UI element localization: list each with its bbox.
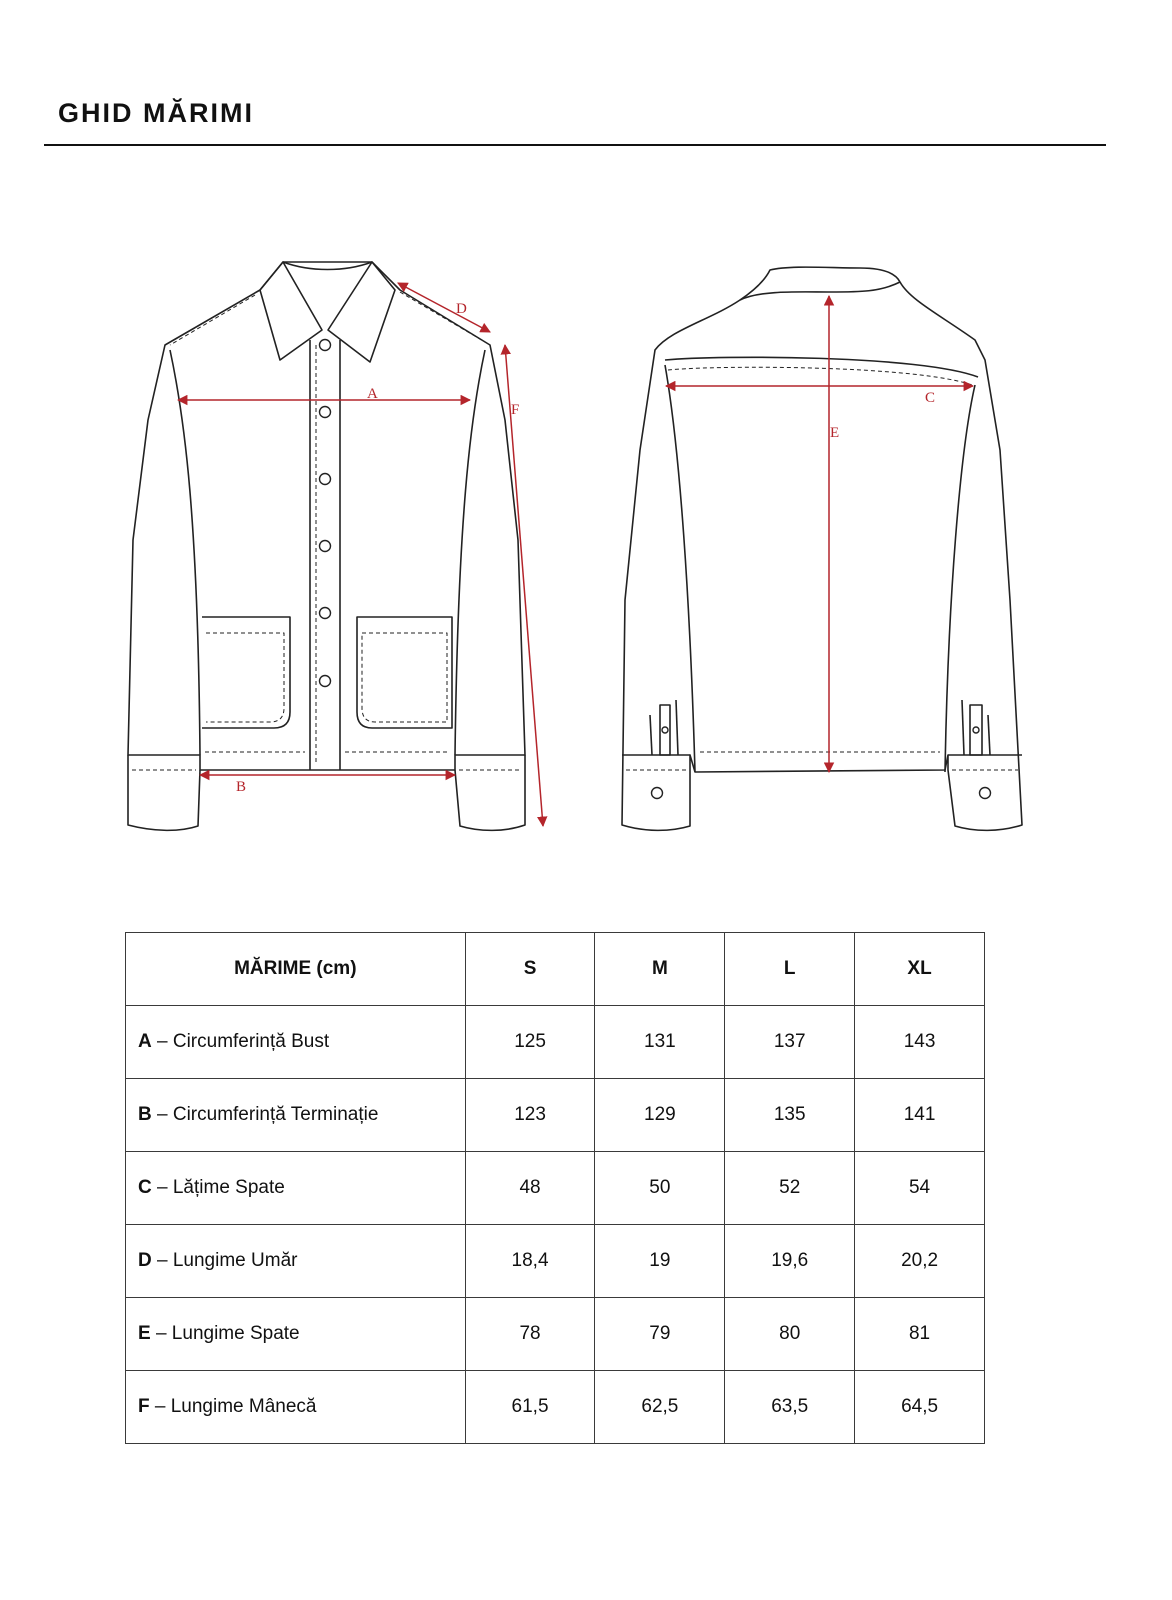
row-code: C xyxy=(138,1177,152,1198)
row-label xyxy=(126,1079,466,1152)
row-desc: – Lungime Mânecă xyxy=(149,1396,317,1417)
cell-value: 137 xyxy=(725,1006,855,1079)
label-e: E xyxy=(830,425,840,441)
row-label xyxy=(126,1298,466,1371)
row-label xyxy=(126,1006,466,1079)
table-row xyxy=(126,1298,985,1371)
cell-value: 64,5 xyxy=(855,1371,985,1444)
cell-value: 61,5 xyxy=(465,1371,595,1444)
cell-value: 129 xyxy=(595,1079,725,1152)
row-desc: – Circumferință Bust xyxy=(151,1031,330,1052)
cell-value: 54 xyxy=(855,1152,985,1225)
row-label xyxy=(126,1152,466,1225)
cell-value: 18,4 xyxy=(465,1225,595,1298)
cell-value: 125 xyxy=(465,1006,595,1079)
cell-value: 63,5 xyxy=(725,1371,855,1444)
cell-value: 141 xyxy=(855,1079,985,1152)
label-d: D xyxy=(456,301,467,317)
back-buttons xyxy=(652,727,991,799)
button-icon xyxy=(662,727,668,733)
row-label xyxy=(126,1371,466,1444)
header-size-l: L xyxy=(725,933,855,1006)
label-f: F xyxy=(511,402,520,418)
cell-value: 19 xyxy=(595,1225,725,1298)
cell-value: 131 xyxy=(595,1006,725,1079)
cell-value: 135 xyxy=(725,1079,855,1152)
button-icon xyxy=(320,407,331,418)
page-title: GHID MĂRIMI xyxy=(58,98,254,128)
row-desc: – Lungime Spate xyxy=(150,1323,300,1344)
cell-value: 123 xyxy=(465,1079,595,1152)
cell-value: 81 xyxy=(855,1298,985,1371)
measure-line-d xyxy=(398,283,490,332)
cell-value: 52 xyxy=(725,1152,855,1225)
front-measurements xyxy=(178,283,543,826)
table-row xyxy=(126,1006,985,1079)
table-row xyxy=(126,1079,985,1152)
back-jacket-illustration xyxy=(622,267,1022,830)
table-row xyxy=(126,1152,985,1225)
header-size-s: S xyxy=(465,933,595,1006)
row-code: A xyxy=(138,1031,152,1052)
cell-value: 62,5 xyxy=(595,1371,725,1444)
label-c: C xyxy=(925,390,936,406)
cell-value: 48 xyxy=(465,1152,595,1225)
header-size-label: MĂRIME (cm) xyxy=(126,933,466,1006)
label-b: B xyxy=(236,779,247,795)
row-desc: – Lungime Umăr xyxy=(151,1250,298,1271)
button-icon xyxy=(320,541,331,552)
front-buttons xyxy=(320,340,331,687)
row-code: D xyxy=(138,1250,152,1271)
table-header-row xyxy=(126,933,985,1006)
size-table xyxy=(125,932,985,1444)
cell-value: 143 xyxy=(855,1006,985,1079)
button-icon xyxy=(320,340,331,351)
table-row xyxy=(126,1225,985,1298)
cell-value: 78 xyxy=(465,1298,595,1371)
cell-value: 50 xyxy=(595,1152,725,1225)
cell-value: 20,2 xyxy=(855,1225,985,1298)
button-icon xyxy=(320,676,331,687)
button-icon xyxy=(980,788,991,799)
label-a: A xyxy=(367,386,378,402)
header-size-xl: XL xyxy=(855,933,985,1006)
row-code: B xyxy=(138,1104,152,1125)
row-code: F xyxy=(138,1396,150,1417)
cell-value: 79 xyxy=(595,1298,725,1371)
row-desc: – Circumferință Terminație xyxy=(151,1104,379,1125)
row-code: E xyxy=(138,1323,151,1344)
table-row xyxy=(126,1371,985,1444)
button-icon xyxy=(320,608,331,619)
button-icon xyxy=(320,474,331,485)
row-label xyxy=(126,1225,466,1298)
row-desc: – Lățime Spate xyxy=(151,1177,285,1198)
cell-value: 80 xyxy=(725,1298,855,1371)
button-icon xyxy=(652,788,663,799)
button-icon xyxy=(973,727,979,733)
cell-value: 19,6 xyxy=(725,1225,855,1298)
header-size-m: M xyxy=(595,933,725,1006)
